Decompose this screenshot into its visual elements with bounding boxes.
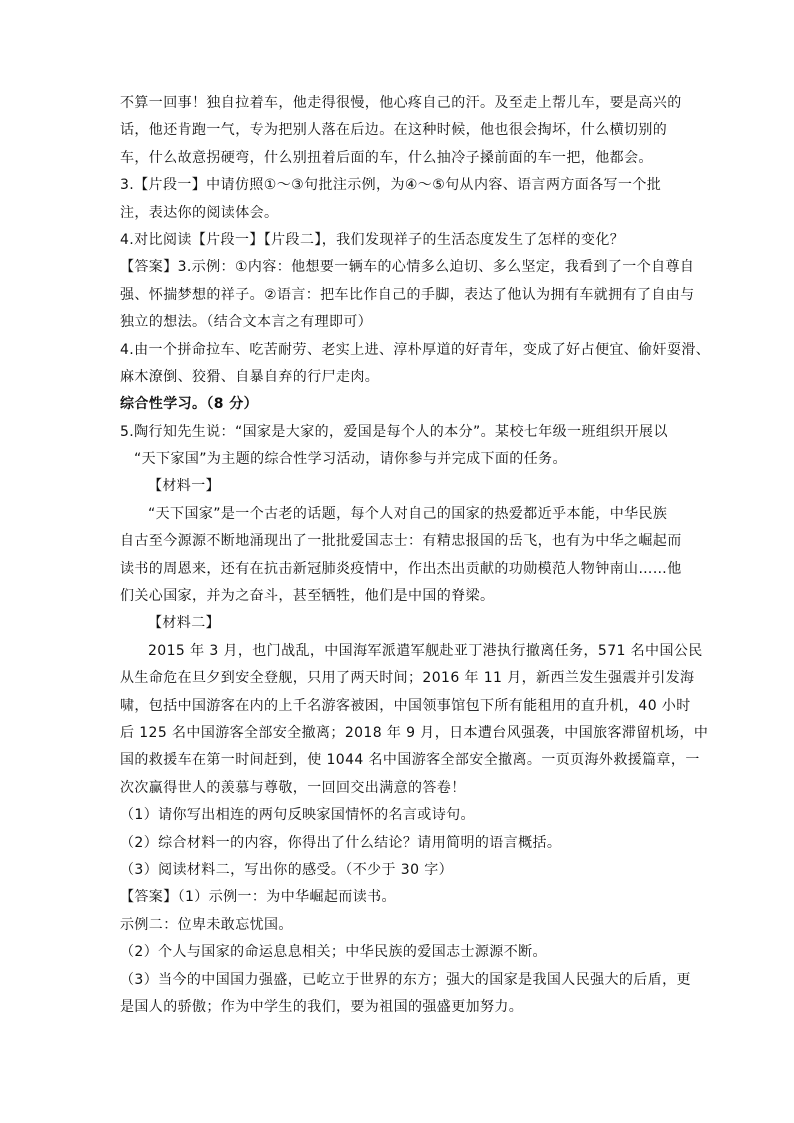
text-line: 4.对比阅读【片段一】【片段二】，我们发现祥子的生活态度发生了怎样的变化？ — [120, 231, 625, 248]
text-line: “天下家国”为主题的综合性学习活动，请你参与并完成下面的任务。 — [134, 451, 567, 468]
text-line: 示例二：位卑未敢忘忧国。 — [120, 916, 293, 933]
text-line: 【材料二】 — [148, 615, 220, 632]
text-line: （1）请你写出相连的两句反映家国情怀的名言或诗句。 — [120, 807, 475, 824]
text-line: 强、怀揣梦想的祥子。②语言：把车比作自己的手脚，表达了他认为拥有车就拥有了自由与 — [120, 286, 695, 303]
text-line: 4.由一个拼命拉车、吃苦耐劳、老实上进、淳朴厚道的好青年，变成了好占便宜、偷奸耍滑、 — [120, 341, 711, 358]
text-line: 次次赢得世人的羡慕与尊敬，一回回交出满意的答卷！ — [120, 779, 466, 796]
text-line: （3）当今的中国国力强盛，已屹立于世界的东方；强大的国家是我国人民强大的后盾，更 — [120, 971, 691, 988]
text-line: 是国人的骄傲；作为中学生的我们，要为祖国的强盛更加努力。 — [120, 998, 524, 1015]
text-line: 【材料一】 — [148, 478, 220, 495]
document-page — [120, 90, 711, 1021]
text-line: 【答案】（1）示例一：为中华崛起而读书。 — [120, 889, 396, 906]
text-line: 注，表达你的阅读体会。 — [120, 204, 279, 221]
text-line: 车，什么故意拐硬弯，什么别扭着后面的车，什么抽冷子搡前面的车一把，他都会。 — [120, 149, 653, 166]
text-line: （2）个人与国家的命运息息相关；中华民族的爱国志士源源不断。 — [120, 944, 547, 961]
text-line: 从生命危在旦夕到安全登舰，只用了两天时间；2016 年 11 月，新西兰发生强震并引发海 — [120, 670, 695, 687]
text-line: （2）综合材料一的内容，你得出了什么结论？请用简明的语言概括。 — [120, 834, 562, 851]
text-line: “天下国家”是一个古老的话题，每个人对自己的国家的热爱都近乎本能，中华民族 — [148, 505, 668, 522]
text-line: （3）阅读材料二，写出你的感受。（不少于 30 字） — [120, 861, 454, 878]
text-line: 麻木潦倒、狡猾、自暴自弃的行尸走肉。 — [120, 368, 380, 385]
text-line: 3.【片段一】中请仿照①～③句批注示例，为④～⑤句从内容、语言两方面各写一个批 — [120, 177, 662, 194]
text-line: 不算一回事！独自拉着车，他走得很慢，他心疼自己的汗。及至走上帮儿车，要是高兴的 — [120, 95, 682, 111]
text-line: 综合性学习。（8 分） — [120, 396, 259, 413]
text-line: 话，他还肯跑一气，专为把别人落在后边。在这种时候，他也很会掏坏，什么横切别的 — [120, 122, 668, 139]
text-line: 2015 年 3 月，也门战乱，中国海军派遣军舰赴亚丁港执行撤离任务，571 名中国公民 — [148, 642, 703, 659]
text-line: 读书的周恩来，还有在抗击新冠肺炎疫情中，作出杰出贡献的功勋模范人物钟南山……他 — [120, 560, 682, 577]
text-line: 【答案】3.示例：①内容：他想要一辆车的心情多么迫切、多么坚定，我看到了一个自尊自 — [120, 259, 695, 276]
text-line: 啸，包括中国游客在内的上千名游客被困，中国领事馆包下所有能租用的直升机，40 小时 — [120, 697, 691, 714]
text-line: 后 125 名中国游客全部安全撤离；2018 年 9 月，日本遭台风强袭，中国旅客滞留机场，中 — [120, 724, 709, 741]
text-line: 自古至今源源不断地涌现出了一批批爱国志士：有精忠报国的岳飞，也有为中华之崛起而 — [120, 533, 682, 550]
text-line: 5.陶行知先生说：“国家是大家的，爱国是每个人的本分”。某校七年级一班组织开展以 — [120, 423, 668, 440]
text-line: 国的救援车在第一时间赶到，使 1044 名中国游客全部安全撤离。一页页海外救援篇章，一 — [120, 752, 700, 769]
text-line: 独立的想法。（结合文本言之有理即可） — [120, 314, 373, 331]
text-line: 们关心国家，并为之奋斗，甚至牺牲，他们是中国的脊梁。 — [120, 588, 495, 605]
